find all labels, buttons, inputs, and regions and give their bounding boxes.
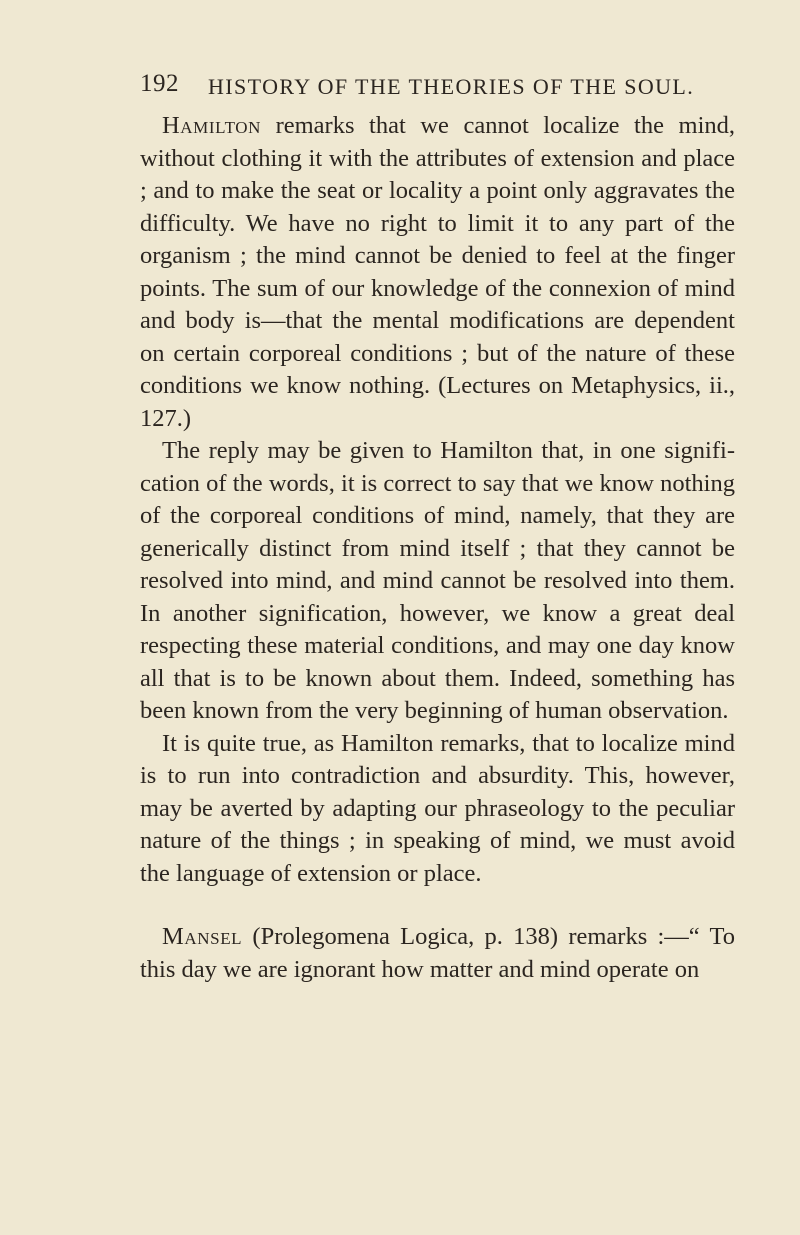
paragraph-hamilton-localize — [140, 110, 735, 435]
paragraph-text: The reply may be given to Hamilton that, in one signification of the words, it is correct to say that we know nothing of the corporeal conditions of mind, namely, that they are generically distinct from mind itself ; that they cannot be resolved into mind, and mind cannot be resolved into them. In another signification, however, we know a great deal respecting these material conditions, and may one day know all that is to be known about them. Indeed, something has been known from the very beginning of human observation. — [140, 437, 735, 724]
paragraph-lead-name: Hamilton — [162, 112, 262, 139]
paragraph-lead-name: Mansel — [162, 923, 243, 950]
paragraph-text: remarks that we cannot localize the mind, without clothing it with the attributes of extension and place ; and to make the seat or locality a point only aggravates the difficulty. We have no right to limit it to any part of the organism ; the mind cannot be denied to feel at the finger points. The sum of our knowledge of the connexion of mind and body is—that the mental modifications are dependent on certain corporeal conditions ; but of the nature of these conditions we know nothing. (Lectures on Metaphysics, ii., 127.) — [140, 112, 735, 432]
paragraph-text: (Prolegomena Logica, p. 138) remarks :—“ To this day we are ignorant how matter and mind operate on — [140, 923, 735, 983]
paragraph-text: It is quite true, as Hamilton remarks, that to localize mind is to run into contradiction and absurdity. This, however, may be averted by adapting our phraseology to the peculiar nature of the things ; in speaking of mind, we must avoid the language of extension or place. — [140, 729, 735, 887]
page-header — [120, 70, 720, 110]
running-head: HISTORY OF THE THEORIES OF THE SOUL. — [208, 74, 695, 99]
body-text — [140, 110, 735, 986]
paragraph-mansel — [140, 921, 735, 986]
page-number: 192 — [140, 70, 179, 97]
paragraph-reply — [140, 435, 735, 728]
paragraph-contradiction — [140, 728, 735, 891]
